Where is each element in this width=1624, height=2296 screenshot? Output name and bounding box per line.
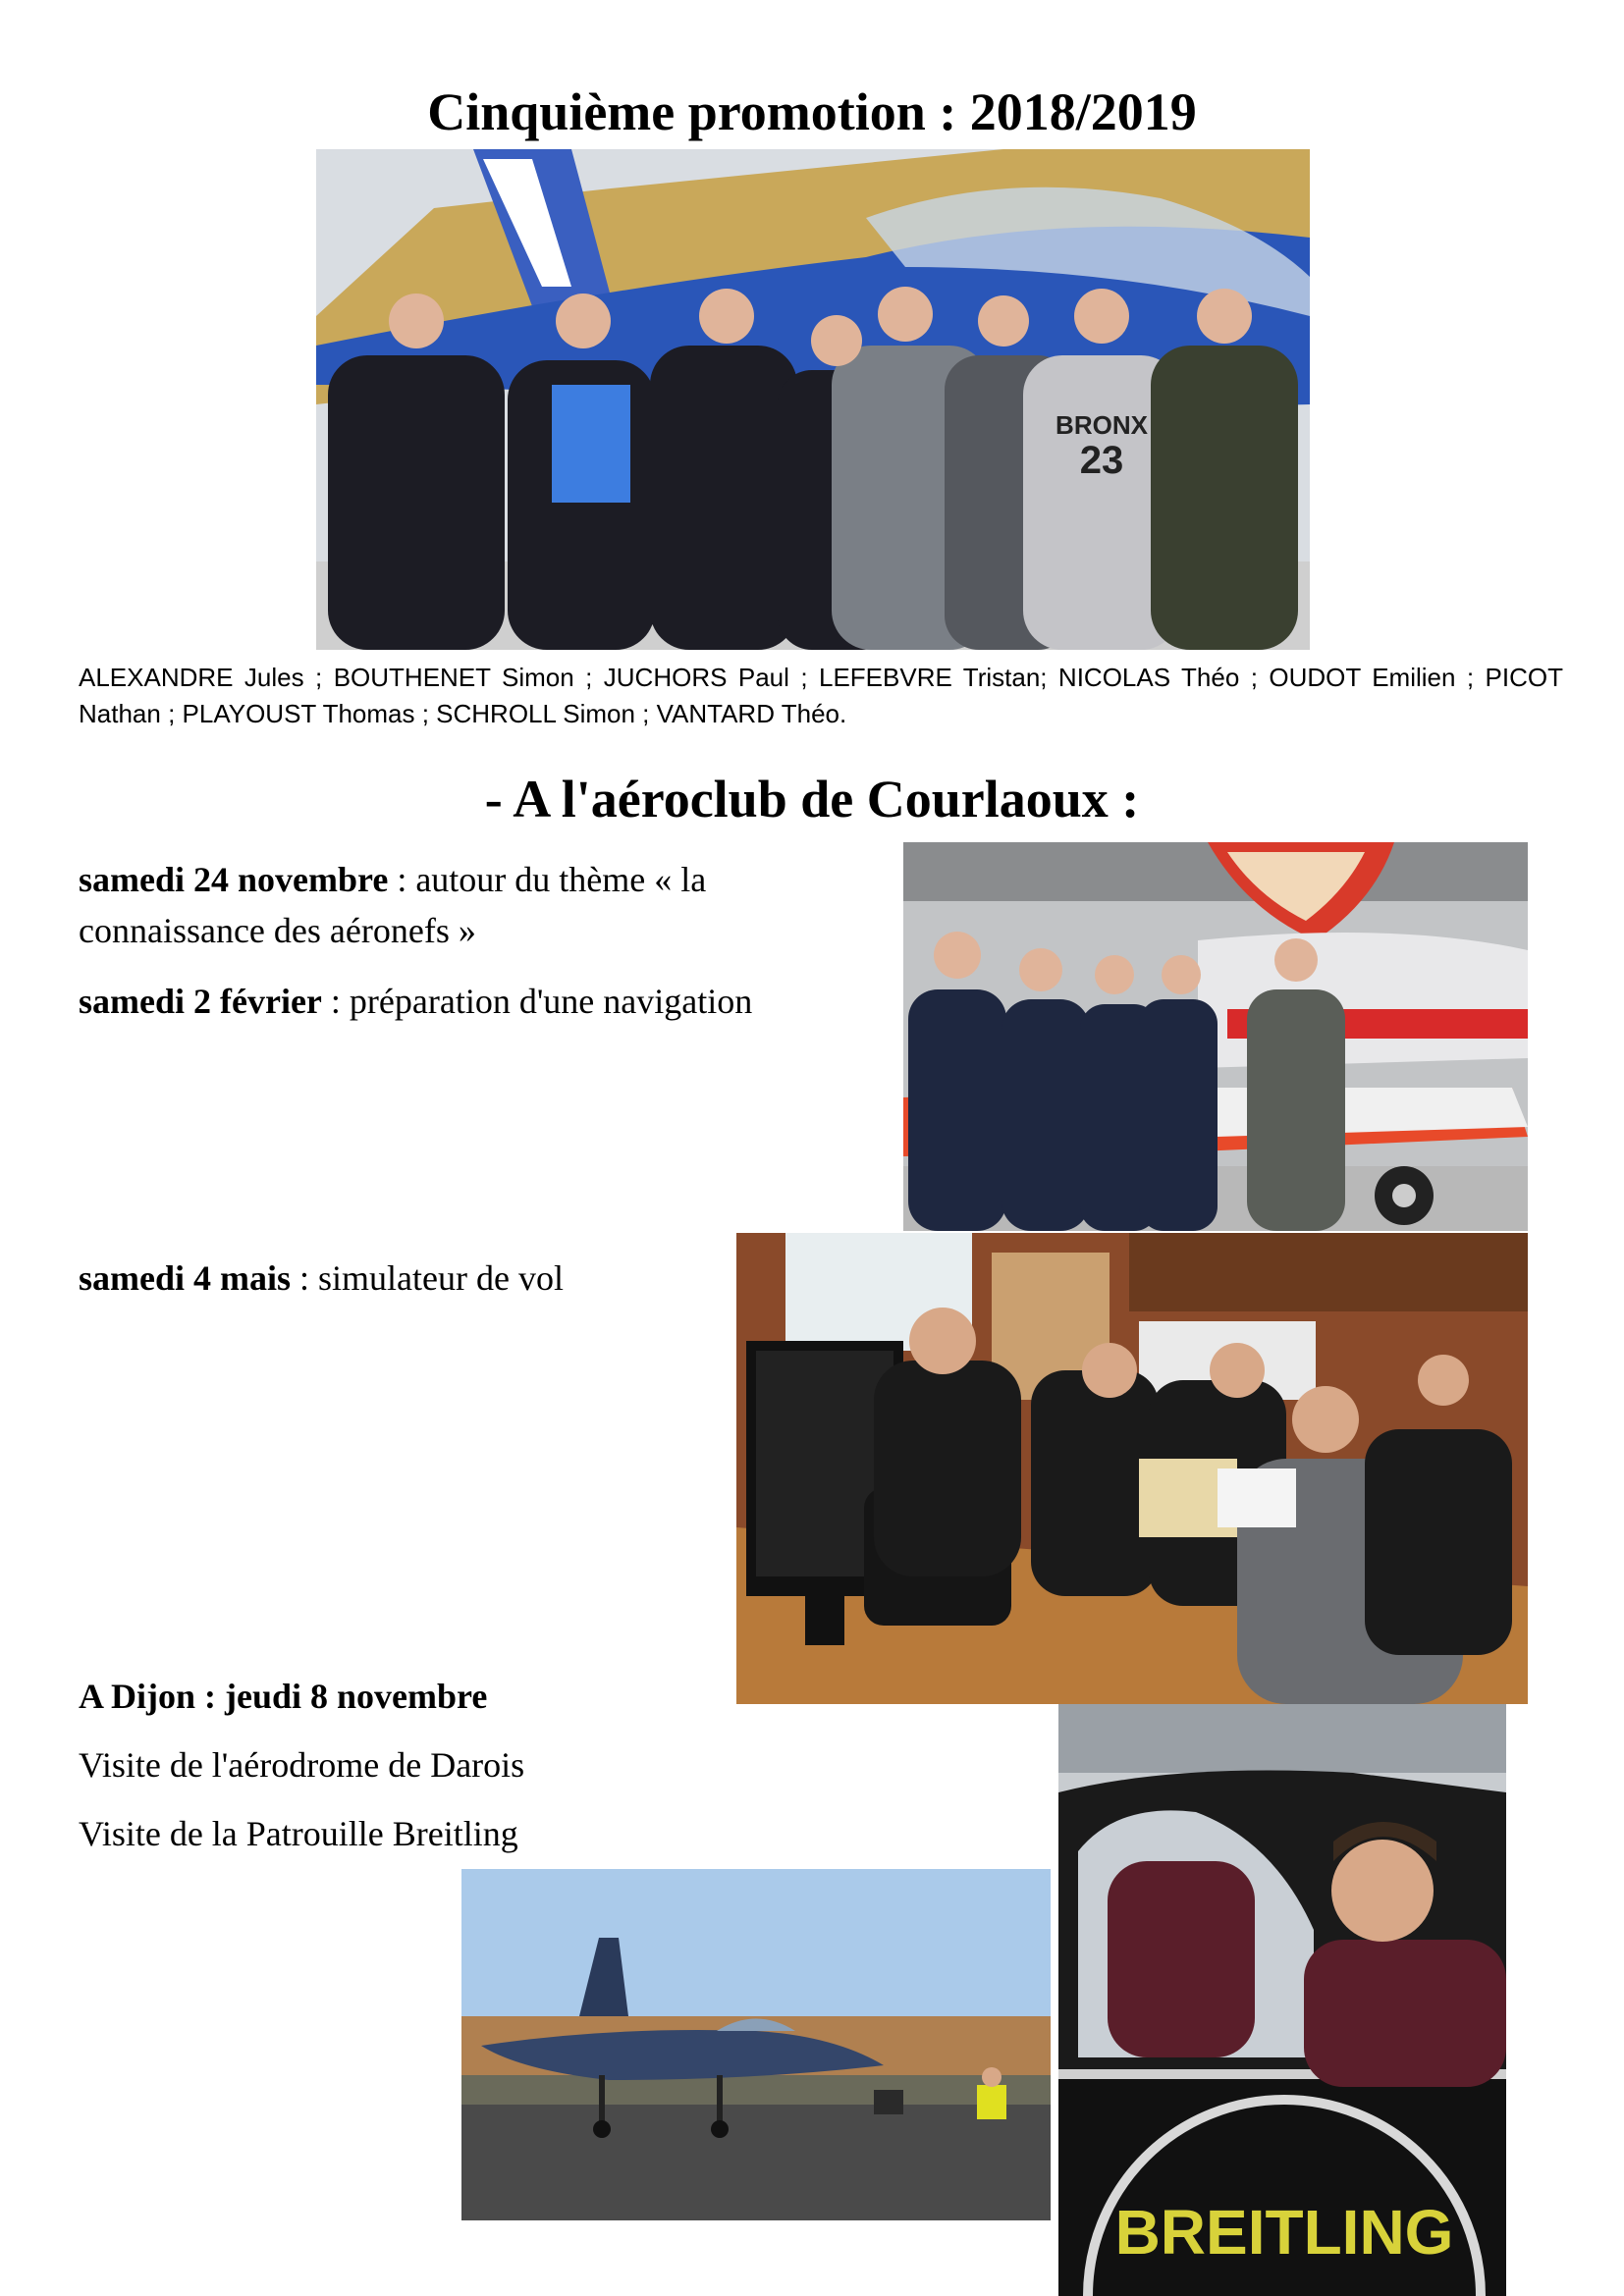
breitling-logo-text: BREITLING: [1114, 2197, 1454, 2268]
section-title: - A l'aéroclub de Courlaoux :: [484, 770, 1140, 828]
hangar-photo: [903, 842, 1528, 1231]
shirt-text-bronx: BRONX: [1056, 410, 1148, 440]
dijon-line: Visite de la Patrouille Breitling: [79, 1814, 518, 1853]
runway-jet-photo: [461, 1869, 1051, 2220]
event-item: [79, 976, 864, 1027]
dijon-heading-text: A Dijon : jeudi 8 novembre: [79, 1677, 488, 1716]
dijon-line: Visite de l'aérodrome de Darois: [79, 1745, 525, 1785]
event-text: : autour du thème « la connaissance des aéronefs »: [79, 860, 707, 950]
shirt-text-23: 23: [1079, 439, 1124, 482]
simulator-photo: [736, 1233, 1528, 1704]
event-date: samedi 24 novembre: [79, 860, 389, 899]
event-date: samedi 4 mais: [79, 1258, 291, 1298]
event-date: samedi 2 février: [79, 982, 322, 1021]
breitling-cockpit-photo: [1058, 1704, 1506, 2296]
event-text: : préparation d'une navigation: [321, 982, 753, 1021]
group-photo: [316, 149, 1310, 650]
page-title: Cinquième promotion : 2018/2019: [427, 82, 1197, 141]
student-names: ALEXANDRE Jules ; BOUTHENET Simon ; JUCHORS Paul ; LEFEBVRE Tristan; NICOLAS Théo ; OUDOT Emilien ; PICOT Nathan ; PLAYOUST Thomas ; SCHROLL Simon ; VANTARD Théo.: [79, 663, 1563, 728]
event-text: : simulateur de vol: [291, 1258, 564, 1298]
dijon-heading: [79, 1671, 668, 1722]
event-item: [79, 854, 805, 956]
event-item: [79, 1253, 707, 1304]
